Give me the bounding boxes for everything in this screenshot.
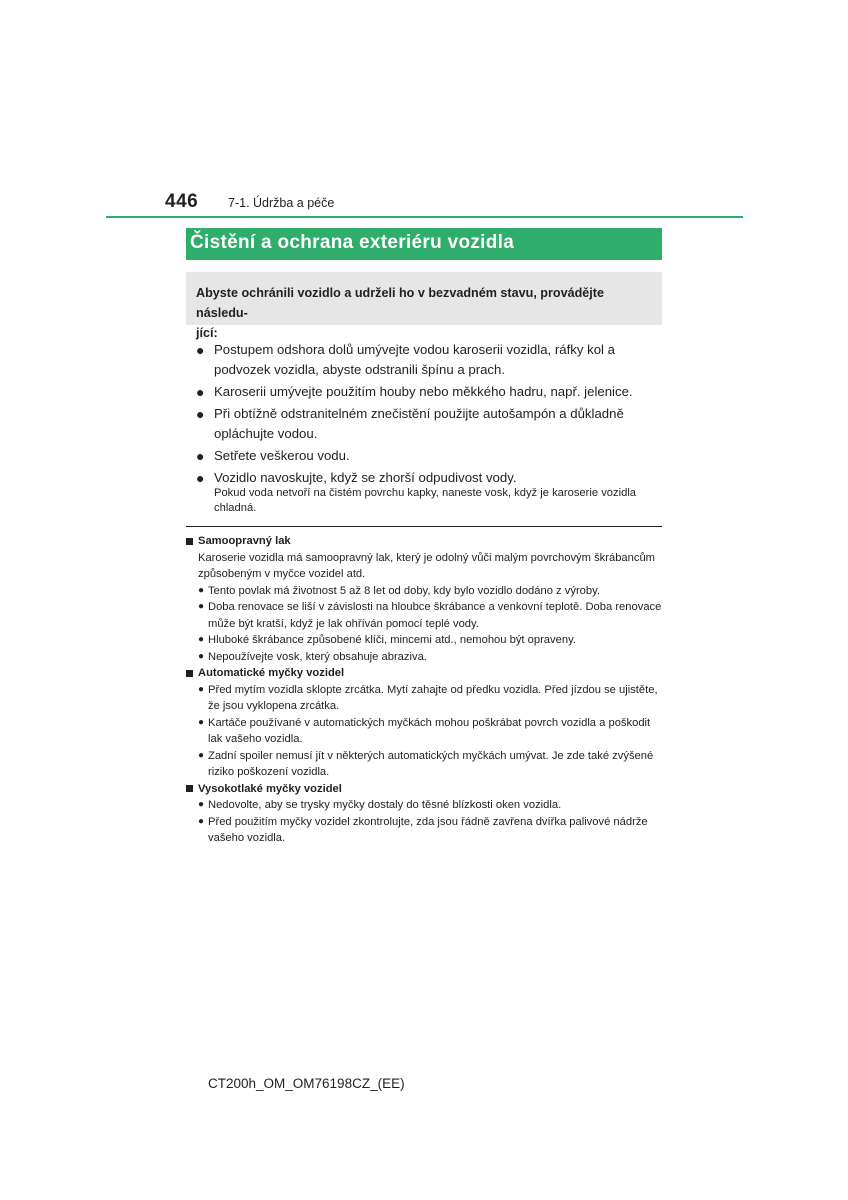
bullet-icon: ● (198, 799, 205, 810)
list-item: ● Vozidlo navoskujte, když se zhorší odpudivost vody. (196, 470, 517, 486)
section-paragraph: Karoserie vozidla má samoopravný lak, který je odolný vůči malým povrchovým škrábancům způsobeným v myčce vozidel atd. (198, 551, 655, 580)
square-bullet-icon (186, 670, 193, 677)
list-item: ● Postupem odshora dolů umývejte vodou karoserii vozidla, ráfky kol a podvozek vozidla, abyste odstranili špínu a prach. (196, 342, 615, 377)
main-list (196, 340, 660, 490)
bullet-icon: ● (196, 448, 205, 464)
bullet-icon: ● (198, 650, 205, 662)
list-item: ● Tento povlak má životnost 5 až 8 let od doby, kdy bylo vozidlo dodáno z výroby. (186, 583, 662, 600)
bullet-icon: ● (198, 634, 205, 645)
bullet-icon: ● (198, 584, 205, 596)
intro-box (186, 272, 662, 340)
list-item: ● Před použitím myčky vozidel zkontrolujte, zda jsou řádně zavřena dvířka palivové nádrže vašeho vozidla. (198, 815, 648, 844)
list-item: ● Kartáče používané v automatických myčkách mohou poškrábat povrch vozidla a poškodit lak vašeho vozidla. (198, 716, 651, 745)
list-item: ● Setřete veškerou vodu. (196, 448, 350, 464)
list-item: ● Při obtížně odstranitelném znečistění použijte autošampón a důkladně opláchujte vodou. (196, 406, 624, 441)
page-title: Čistění a ochrana exteriéru vozidla (186, 228, 662, 260)
bullet-icon: ● (198, 815, 205, 827)
list-item: ● Zadní spoiler nemusí jít v některých automatických myčkách umývat. Je zde také zvýšené riziko poškození vozidla. (198, 749, 654, 778)
bullet-icon: ● (196, 342, 205, 358)
bullet-icon: ● (198, 749, 205, 761)
list-item: ● Před mytím vozidla sklopte zrcátka. Mytí zahajte od předku vozidla. Před jízdou se ujistěte, že jsou vyklopena zrcátka. (198, 683, 658, 712)
header-rule (106, 216, 743, 218)
divider (186, 526, 662, 527)
section-heading: Samoopravný lak (186, 533, 662, 550)
square-bullet-icon (186, 538, 193, 545)
list-item: ● Karoserii umývejte použitím houby nebo měkkého hadru, např. jelenice. (196, 384, 633, 400)
bullet-icon: ● (196, 470, 205, 486)
main-note: Pokud voda netvoří na čistém povrchu kapky, naneste vosk, když je karoserie vozidla chladná. (214, 487, 637, 514)
section-heading: Vysokotlaké myčky vozidel (186, 781, 662, 798)
bullet-icon: ● (198, 716, 205, 728)
page-number: 446 (165, 191, 199, 212)
footer-code: CT200h_OM_OM76198CZ_(EE) (208, 1076, 405, 1091)
bullet-icon: ● (198, 683, 205, 695)
list-item: ● Nedovolte, aby se trysky myčky dostaly do těsné blízkosti oken vozidla. (186, 797, 662, 814)
list-item: ● Doba renovace se liší v závislosti na hloubce škrábance a venkovní teplotě. Doba renovace může být kratší, když je lak ohříván pomocí teplé vody. (198, 601, 662, 630)
bullet-icon: ● (198, 601, 205, 612)
intro-line: Abyste ochránili vozidlo a udrželi ho v bezvadném stavu, provádějte následu- (196, 286, 604, 320)
bullet-icon: ● (196, 384, 205, 400)
bullet-icon: ● (196, 406, 205, 422)
section-heading: Automatické myčky vozidel (186, 665, 662, 682)
list-item: ● Nepoužívejte vosk, který obsahuje abraziva. (186, 649, 662, 666)
intro-line: jící: (196, 326, 218, 340)
list-item: ● Hluboké škrábance způsobené klíči, mincemi atd., nemohou být opraveny. (186, 632, 662, 649)
square-bullet-icon (186, 785, 193, 792)
details (186, 533, 662, 847)
section-label: 7-1. Údržba a péče (228, 196, 335, 210)
